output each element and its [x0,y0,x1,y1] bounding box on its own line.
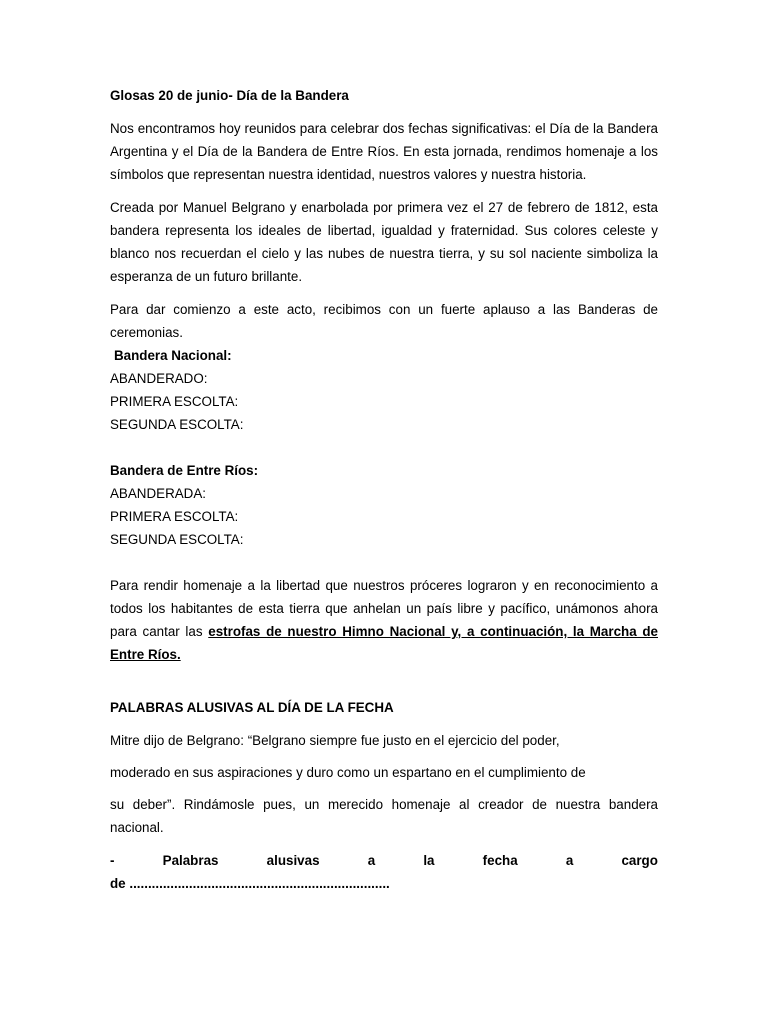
closing-word: fecha [482,853,518,868]
blank-line [110,436,658,459]
entre-rios-abanderada-label: ABANDERADA: [110,486,206,501]
national-segunda-escolta-label: SEGUNDA ESCOLTA: [110,417,244,432]
mitre-quote-line-3: su deber”. Rindámosle pues, un merecido homenaje al creador de nuestra bandera nacional. [110,797,658,835]
national-flag-heading: Bandera Nacional: [114,348,232,363]
mitre-quote-line-1: Mitre dijo de Belgrano: “Belgrano siempre fue justo en el ejercicio del poder, [110,733,560,748]
closing-word: - [110,853,115,868]
anthem-paragraph-emphasis: estrofas de nuestro Himno Nacional y, a continuación, la Marcha de Entre Ríos. [110,624,658,662]
closing-word: la [423,853,435,868]
document-title: Glosas 20 de junio- Día de la Bandera [110,88,349,103]
document-page [110,84,658,895]
closing-word: Palabras [162,853,219,868]
closing-dotted-line: de ...................................................................... [110,876,390,891]
closing-word: alusivas [266,853,320,868]
ceremony-paragraph: Para dar comienzo a este acto, recibimos con un fuerte aplauso a las Banderas de ceremonias. [110,302,658,340]
national-flag-roster [110,344,658,436]
closing-word: a [367,853,376,868]
entre-rios-flag-heading: Bandera de Entre Ríos: [110,463,259,478]
national-primera-escolta-label: PRIMERA ESCOLTA: [110,394,239,409]
intro-paragraph: Nos encontramos hoy reunidos para celebrar dos fechas significativas: el Día de la Bandera Argentina y el Día de la Bandera de Entre Ríos. En esta jornada, rendimos homenaje a los símbolos que representan nuestra identidad, nuestros valores y nuestra historia. [110,121,658,182]
anthem-paragraph-lead: Para rendir homenaje a la libertad que nuestros próceres lograron y en reconocimiento a todos los habitantes de esta tierra que anhelan un país libre y pacífico, unámonos ahora para cantar las [110,578,658,639]
national-abanderado-label: ABANDERADO: [110,371,208,386]
closing-line [110,849,658,872]
entre-rios-flag-roster [110,459,658,551]
blank-line [110,551,658,574]
closing-word: cargo [621,853,658,868]
entre-rios-segunda-escolta-label: SEGUNDA ESCOLTA: [110,532,244,547]
anthem-paragraph [110,574,658,666]
section-heading: PALABRAS ALUSIVAS AL DÍA DE LA FECHA [110,700,394,715]
closing-word: a [565,853,574,868]
entre-rios-primera-escolta-label: PRIMERA ESCOLTA: [110,509,239,524]
mitre-quote-line-2: moderado en sus aspiraciones y duro como un espartano en el cumplimiento de [110,765,586,780]
belgrano-paragraph: Creada por Manuel Belgrano y enarbolada por primera vez el 27 de febrero de 1812, esta bandera representa los ideales de libertad, igualdad y fraternidad. Sus colores celeste y blanco nos recuerdan el cielo y las nubes de nuestra tierra, y su sol naciente simboliza la esperanza de un futuro brillante. [110,200,658,284]
